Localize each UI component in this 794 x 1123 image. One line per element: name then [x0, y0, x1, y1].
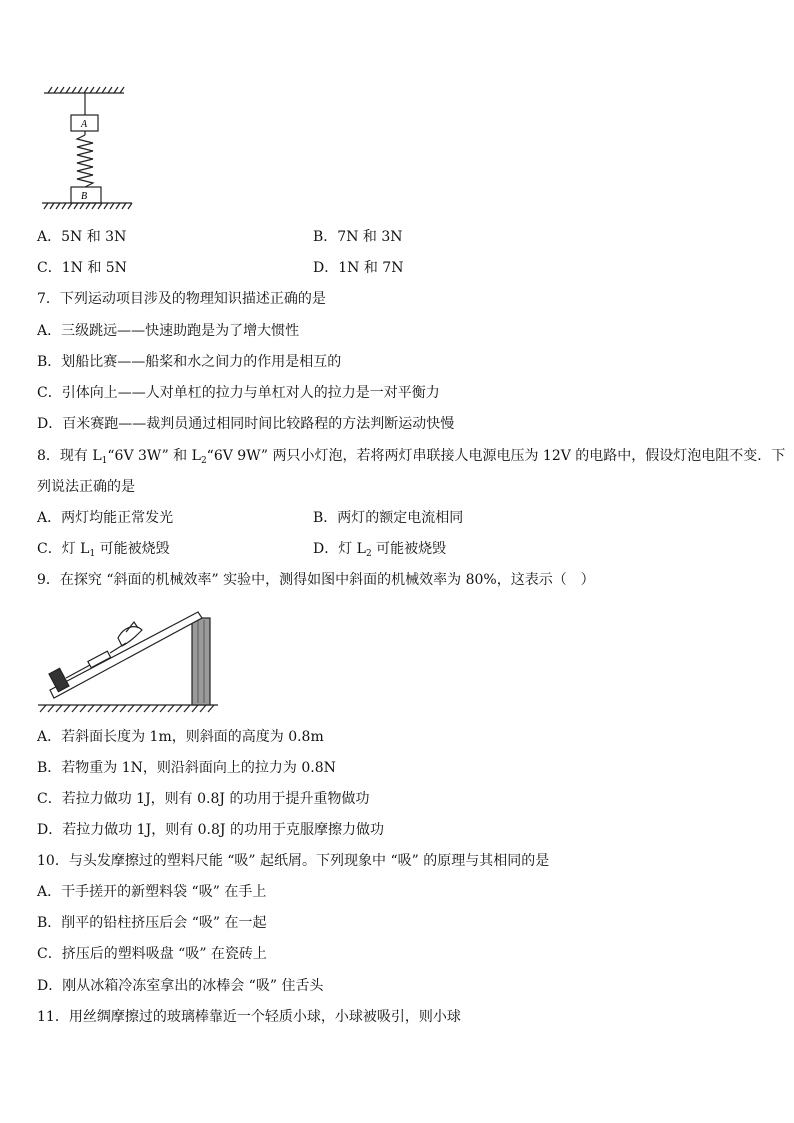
q10-option-a: A．干手搓开的新塑料袋 “吸” 在手上 — [37, 884, 267, 900]
q9-option-d: D．若拉力做功 1J，则有 0.8J 的功用于克服摩擦力做功 — [37, 822, 384, 838]
q11-stem: 11．用丝绸摩擦过的玻璃棒靠近一个轻质小球，小球被吸引，则小球 — [37, 1009, 461, 1025]
q8-option-a: A．两灯均能正常发光 — [37, 510, 174, 526]
q10-option-c: C．挤压后的塑料吸盘 “吸” 在瓷砖上 — [37, 946, 267, 962]
q8-stem-sub1: 1 — [101, 456, 108, 466]
q10-option-d: D．刚从冰箱冷冻室拿出的冰棒会 “吸” 住舌头 — [37, 978, 324, 994]
q7-option-c: C．引体向上——人对单杠的拉力与单杠对人的拉力是一对平衡力 — [37, 385, 440, 401]
q7-option-a: A．三级跳远——快速助跑是为了增大惯性 — [37, 323, 300, 339]
q8-d-pre: D．灯 L — [313, 541, 366, 557]
q6-option-b: B．7N 和 3N — [313, 229, 403, 245]
q8-c-sub: 1 — [89, 549, 96, 559]
q8-stem-post: “6V 9W” 两只小灯泡，若将两灯串联接人电源电压为 12V 的电路中，假设灯泡电阻不变．下 — [206, 448, 786, 464]
q8-stem-mid: “6V 3W” 和 L — [107, 448, 201, 464]
q8-d-sub: 2 — [365, 549, 372, 559]
block-a-label: A — [81, 119, 88, 130]
q8-stem-sub2: 2 — [200, 456, 207, 466]
q9-option-b: B．若物重为 1N，则沿斜面向上的拉力为 0.8N — [37, 760, 336, 776]
q8-d-post: 可能被烧毁 — [371, 541, 447, 557]
q10-option-b: B．削平的铅柱挤压后会 “吸” 在一起 — [37, 915, 267, 931]
q10-stem: 10．与头发摩擦过的塑料尺能 “吸” 起纸屑。下列现象中 “吸” 的原理与其相同的是 — [37, 853, 550, 869]
q7-stem: 7．下列运动项目涉及的物理知识描述正确的是 — [37, 291, 326, 307]
q8-option-c — [37, 539, 170, 564]
spring-blocks-figure — [40, 84, 140, 214]
inclined-plane-figure — [38, 608, 223, 716]
q6-option-c: C．1N 和 5N — [37, 260, 127, 276]
q8-option-d — [313, 539, 446, 564]
q8-option-b: B．两灯的额定电流相同 — [313, 510, 464, 526]
q6-option-d: D．1N 和 7N — [313, 260, 404, 276]
q9-option-a: A．若斜面长度为 1m，则斜面的高度为 0.8m — [37, 729, 324, 745]
block-b-label: B — [81, 191, 88, 202]
q8-stem-pre: 8．现有 L — [37, 448, 102, 464]
q8-c-post: 可能被烧毁 — [95, 541, 170, 557]
q8-c-pre: C．灯 L — [37, 541, 90, 557]
q9-stem: 9．在探究 “斜面的机械效率” 实验中，测得如图中斜面的机械效率为 80%，这表示（ ） — [37, 572, 595, 588]
q8-stem-line2: 列说法正确的是 — [37, 479, 135, 495]
q9-option-c: C．若拉力做功 1J，则有 0.8J 的功用于提升重物做功 — [37, 791, 370, 807]
q8-stem — [37, 446, 785, 471]
q7-option-d: D．百米赛跑——裁判员通过相同时间比较路程的方法判断运动快慢 — [37, 416, 455, 432]
q7-option-b: B．划船比赛——船桨和水之间力的作用是相互的 — [37, 354, 342, 370]
q6-option-a: A．5N 和 3N — [37, 229, 127, 245]
